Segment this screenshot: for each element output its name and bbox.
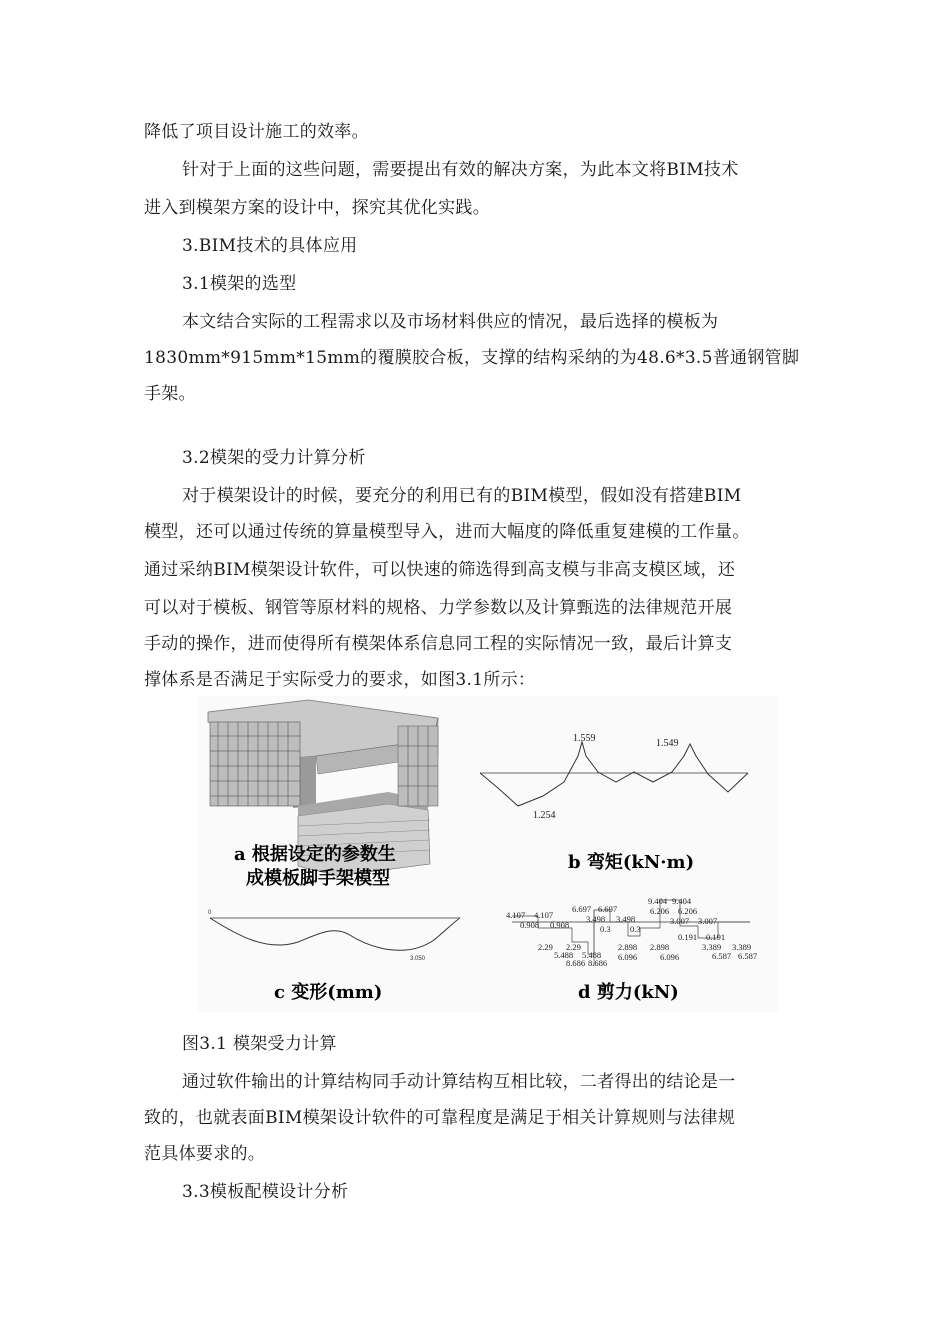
figure-3-1: [198, 696, 778, 1012]
shear-label: 3.389: [702, 942, 722, 952]
subsection-heading: 3.3模板配模设计分析: [182, 1182, 349, 1202]
paragraph-line: 1830mm*915mm*15mm的覆膜胶合板，支撑的结构采纳的为48.6*3.5普通钢管脚: [144, 348, 800, 368]
shear-label: 0.908: [550, 920, 570, 930]
shear-label: 2.898: [650, 942, 670, 952]
moment-label-trough: 1.254: [533, 810, 556, 821]
shear-label: 6.096: [660, 952, 680, 962]
shear-label: 9.404: [648, 896, 668, 906]
shear-label: 0.191: [678, 932, 698, 942]
shear-label: 4.107: [506, 910, 526, 920]
subsection-heading: 3.2模架的受力计算分析: [182, 448, 366, 468]
shear-label: 2.29: [538, 942, 553, 952]
shear-label: 8.686: [566, 958, 586, 968]
shear-label: 6.697: [598, 904, 618, 914]
shear-label: 6.206: [678, 906, 698, 916]
paragraph-line: 进入到模架方案的设计中，探究其优化实践。: [144, 198, 490, 218]
shear-label: 0.3: [630, 924, 641, 934]
paragraph-line: 可以对于模板、钢管等原材料的规格、力学参数以及计算甄选的法律规范开展: [144, 598, 733, 618]
shear-label: 0.908: [520, 920, 540, 930]
shear-label: 6.697: [572, 904, 592, 914]
paragraph-line: 模型，还可以通过传统的算量模型导入，进而大幅度的降低重复建模的工作量。: [144, 522, 750, 542]
paragraph-line: 范具体要求的。: [144, 1144, 266, 1164]
paragraph-line: 通过采纳BIM模架设计软件，可以快速的筛选得到高支模与非高支模区域，还: [144, 560, 736, 580]
deformation-diagram: [208, 910, 460, 962]
paragraph-line: 本文结合实际的工程需求以及市场材料供应的情况，最后选择的模板为: [182, 312, 719, 332]
paragraph-line: 手动的操作，进而使得所有模架体系信息同工程的实际情况一致，最后计算支: [144, 634, 733, 654]
shear-label: 0.3: [600, 924, 611, 934]
figure-svg: [198, 696, 778, 1012]
shear-label: 3.498: [616, 914, 636, 924]
paragraph-line: 针对于上面的这些问题，需要提出有效的解决方案，为此本文将BIM技术: [182, 160, 739, 180]
shear-label: 0.191: [706, 932, 726, 942]
panel-a-caption-line2: 成模板脚手架模型: [246, 868, 390, 889]
section-heading: 3.BIM技术的具体应用: [182, 236, 358, 256]
shear-label: 6.206: [650, 906, 670, 916]
moment-label-peak1: 1.559: [573, 733, 596, 744]
shear-label: 2.29: [566, 942, 581, 952]
paragraph-line: 降低了项目设计施工的效率。: [144, 122, 369, 142]
shear-label: 3.389: [732, 942, 752, 952]
deform-label-start: 0: [208, 910, 212, 916]
shear-label: 3.498: [586, 914, 606, 924]
subsection-heading: 3.1模架的选型: [182, 274, 297, 294]
panel-b-caption: b 弯矩(kN·m): [568, 852, 695, 873]
figure-caption: 图3.1 模架受力计算: [182, 1034, 337, 1054]
moment-diagram: [480, 733, 748, 821]
shear-label: 5.488: [582, 950, 602, 960]
shear-label: 8.686: [588, 958, 608, 968]
paragraph-line: 撑体系是否满足于实际受力的要求，如图3.1所示：: [144, 670, 536, 690]
panel-a-caption-line1: a 根据设定的参数生: [234, 844, 396, 865]
paragraph-line: 对于模架设计的时候，要充分的利用已有的BIM模型，假如没有搭建BIM: [182, 486, 742, 506]
paragraph-line: 手架。: [144, 384, 196, 404]
panel-d-caption: d 剪力(kN): [578, 982, 679, 1003]
deform-label-end: 3.050: [410, 956, 426, 962]
shear-label: 3.007: [670, 916, 690, 926]
shear-label: 6.587: [712, 951, 732, 961]
shear-label: 2.898: [618, 942, 638, 952]
shear-label: 4.107: [534, 910, 554, 920]
shear-label: 6.096: [618, 952, 638, 962]
shear-label: 3.007: [698, 916, 718, 926]
shear-label: 9.404: [672, 896, 692, 906]
shear-label: 6.587: [738, 951, 758, 961]
panel-c-caption: c 变形(mm): [274, 982, 383, 1003]
moment-label-peak2: 1.549: [656, 738, 679, 749]
paragraph-line: 通过软件输出的计算结构同手动计算结构互相比较，二者得出的结论是一: [182, 1072, 736, 1092]
shear-diagram: [506, 896, 757, 968]
shear-label: 5.488: [554, 950, 574, 960]
paragraph-line: 致的，也就表面BIM模架设计软件的可靠程度是满足于相关计算规则与法律规: [144, 1108, 736, 1128]
